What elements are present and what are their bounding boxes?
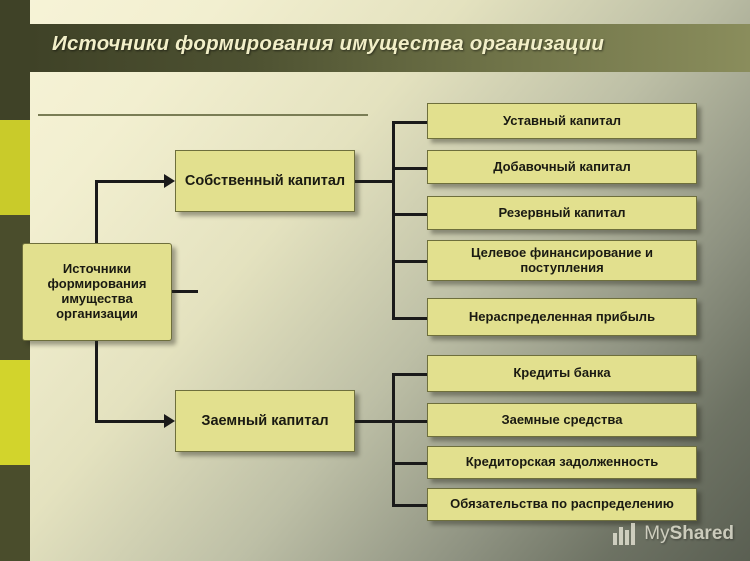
node-zaemnye-sredstva[interactable]: Заемные средства xyxy=(427,403,697,437)
connector-spine-up xyxy=(95,180,98,243)
connector-to-own-capital xyxy=(95,180,167,183)
connector-debt-child-1 xyxy=(392,373,427,376)
node-kredity-banka[interactable]: Кредиты банка xyxy=(427,355,697,392)
slide-title: Источники формирования имущества организации xyxy=(52,32,605,55)
node-debt-capital[interactable]: Заемный капитал xyxy=(175,390,355,452)
watermark-text xyxy=(644,523,734,545)
decor-bar-1 xyxy=(0,0,30,120)
decor-bar-4 xyxy=(0,360,30,465)
node-ustavny-kapital[interactable]: Уставный капитал xyxy=(427,103,697,139)
node-neraspredelennaya-pribyl[interactable]: Нераспределенная прибыль xyxy=(427,298,697,336)
watermark-text-bold: Shared xyxy=(669,523,734,544)
connector-own-rail xyxy=(392,121,395,319)
node-rezervny-kapital[interactable]: Резервный капитал xyxy=(427,196,697,230)
connector-own-child-1 xyxy=(392,121,427,124)
connector-root-out xyxy=(172,290,198,293)
connector-debt-out xyxy=(355,420,395,423)
arrow-to-debt-capital xyxy=(164,414,175,428)
node-root[interactable]: Источники формирования имущества организации xyxy=(22,243,172,341)
connector-debt-rail xyxy=(392,373,395,504)
decor-bar-5 xyxy=(0,465,30,561)
arrow-to-own-capital xyxy=(164,174,175,188)
myshared-logo-icon xyxy=(612,521,638,547)
connector-spine-down xyxy=(95,340,98,420)
node-dobavochny-kapital[interactable]: Добавочный капитал xyxy=(427,150,697,184)
node-kreditorskaya-zadolzhennost[interactable]: Кредиторская задолженность xyxy=(427,446,697,479)
connector-debt-child-3 xyxy=(392,462,427,465)
connector-debt-child-4 xyxy=(392,504,427,507)
connector-to-debt-capital xyxy=(95,420,167,423)
watermark xyxy=(612,521,734,547)
decor-bar-2 xyxy=(0,120,30,215)
title-underline xyxy=(38,114,368,116)
connector-debt-child-2 xyxy=(392,420,427,423)
connector-own-child-5 xyxy=(392,317,427,320)
node-obyazatelstva-po-raspredeleniyu[interactable]: Обязательства по распределению xyxy=(427,488,697,521)
connector-own-child-2 xyxy=(392,167,427,170)
watermark-text-light: My xyxy=(644,523,670,544)
node-celevoe-finansirovanie[interactable]: Целевое финансирование и поступления xyxy=(427,240,697,281)
connector-own-child-3 xyxy=(392,213,427,216)
connector-own-child-4 xyxy=(392,260,427,263)
connector-own-out xyxy=(355,180,395,183)
node-own-capital[interactable]: Собственный капитал xyxy=(175,150,355,212)
